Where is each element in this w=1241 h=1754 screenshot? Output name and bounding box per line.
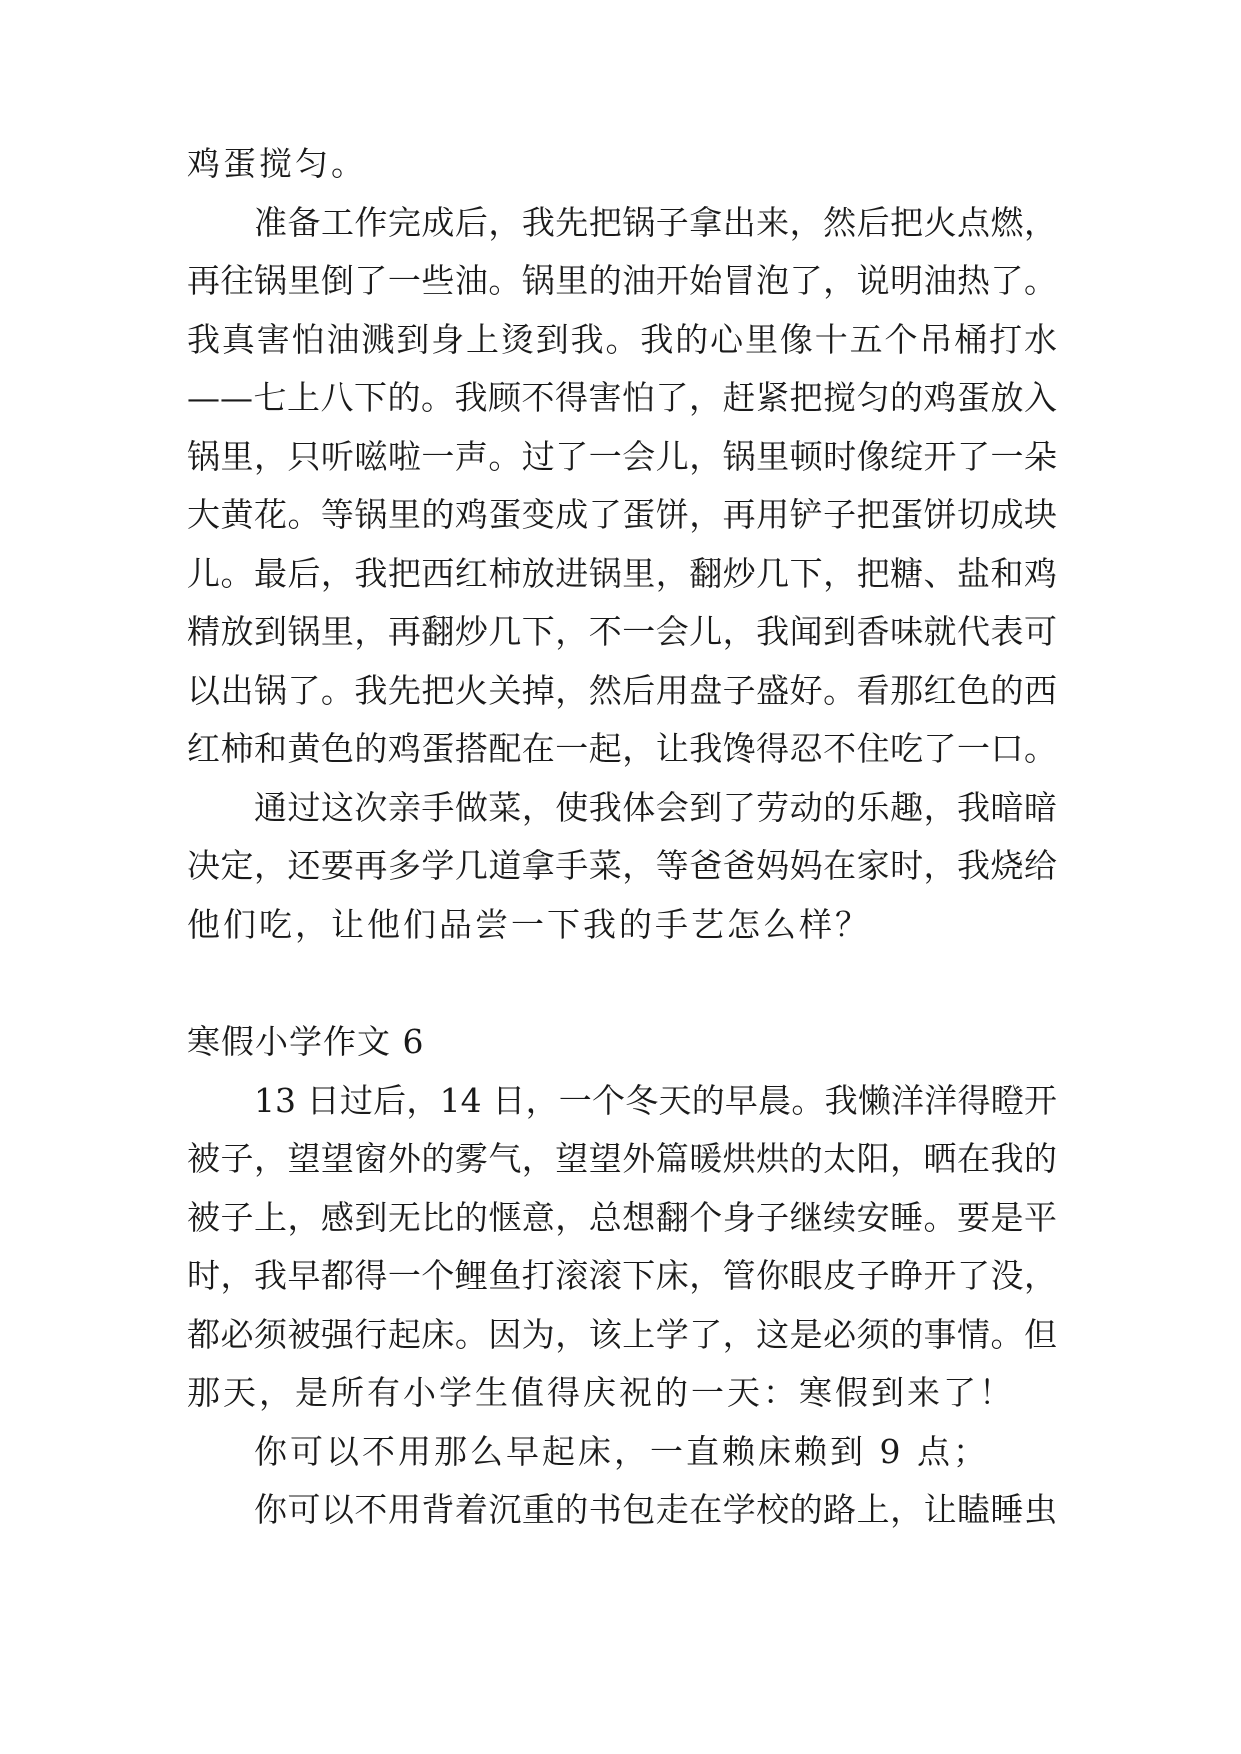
text-line: 他们吃，让他们品尝一下我的手艺怎么样？ [187, 905, 871, 944]
text-line: 准备工作完成后，我先把锅子拿出来，然后把火点燃， [254, 203, 1057, 242]
text-line: 通过这次亲手做菜，使我体会到了劳动的乐趣，我暗暗 [254, 788, 1057, 827]
text-line: 鸡蛋搅匀。 [187, 144, 367, 183]
text-line: 13 日过后，14 日，一个冬天的早晨。我懒洋洋得瞪开 [254, 1081, 1057, 1120]
text-line: 时，我早都得一个鲤鱼打滚滚下床，管你眼皮子睁开了没， [187, 1256, 1057, 1295]
text-line: 儿。最后，我把西红柿放进锅里，翻炒几下，把糖、盐和鸡 [187, 554, 1057, 593]
section-heading: 寒假小学作文 6 [187, 1022, 425, 1061]
text-line: ——七上八下的。我顾不得害怕了，赶紧把搅匀的鸡蛋放入 [187, 378, 1057, 417]
text-line: 被子上，感到无比的惬意，总想翻个身子继续安睡。要是平 [187, 1198, 1057, 1237]
text-line: 你可以不用背着沉重的书包走在学校的路上，让瞌睡虫 [254, 1490, 1057, 1529]
text-line: 红柿和黄色的鸡蛋搭配在一起，让我馋得忍不住吃了一口。 [187, 729, 1057, 768]
text-line: 大黄花。等锅里的鸡蛋变成了蛋饼，再用铲子把蛋饼切成块 [187, 495, 1057, 534]
text-line: 你可以不用那么早起床，一直赖床赖到 9 点； [254, 1432, 989, 1471]
text-line: 被子，望望窗外的雾气，望望外篇暖烘烘的太阳，晒在我的 [187, 1139, 1057, 1178]
text-line: 以出锅了。我先把火关掉，然后用盘子盛好。看那红色的西 [187, 671, 1057, 710]
text-line: 决定，还要再多学几道拿手菜，等爸爸妈妈在家时，我烧给 [187, 846, 1057, 885]
text-line: 我真害怕油溅到身上烫到我。我的心里像十五个吊桶打水 [187, 320, 1057, 359]
text-line: 那天，是所有小学生值得庆祝的一天：寒假到来了！ [187, 1373, 1015, 1412]
text-line: 锅里，只听嗞啦一声。过了一会儿，锅里顿时像绽开了一朵 [187, 437, 1057, 476]
text-line: 都必须被强行起床。因为，该上学了，这是必须的事情。但 [187, 1315, 1057, 1354]
text-line: 精放到锅里，再翻炒几下，不一会儿，我闻到香味就代表可 [187, 612, 1057, 651]
text-line: 再往锅里倒了一些油。锅里的油开始冒泡了，说明油热了。 [187, 261, 1057, 300]
